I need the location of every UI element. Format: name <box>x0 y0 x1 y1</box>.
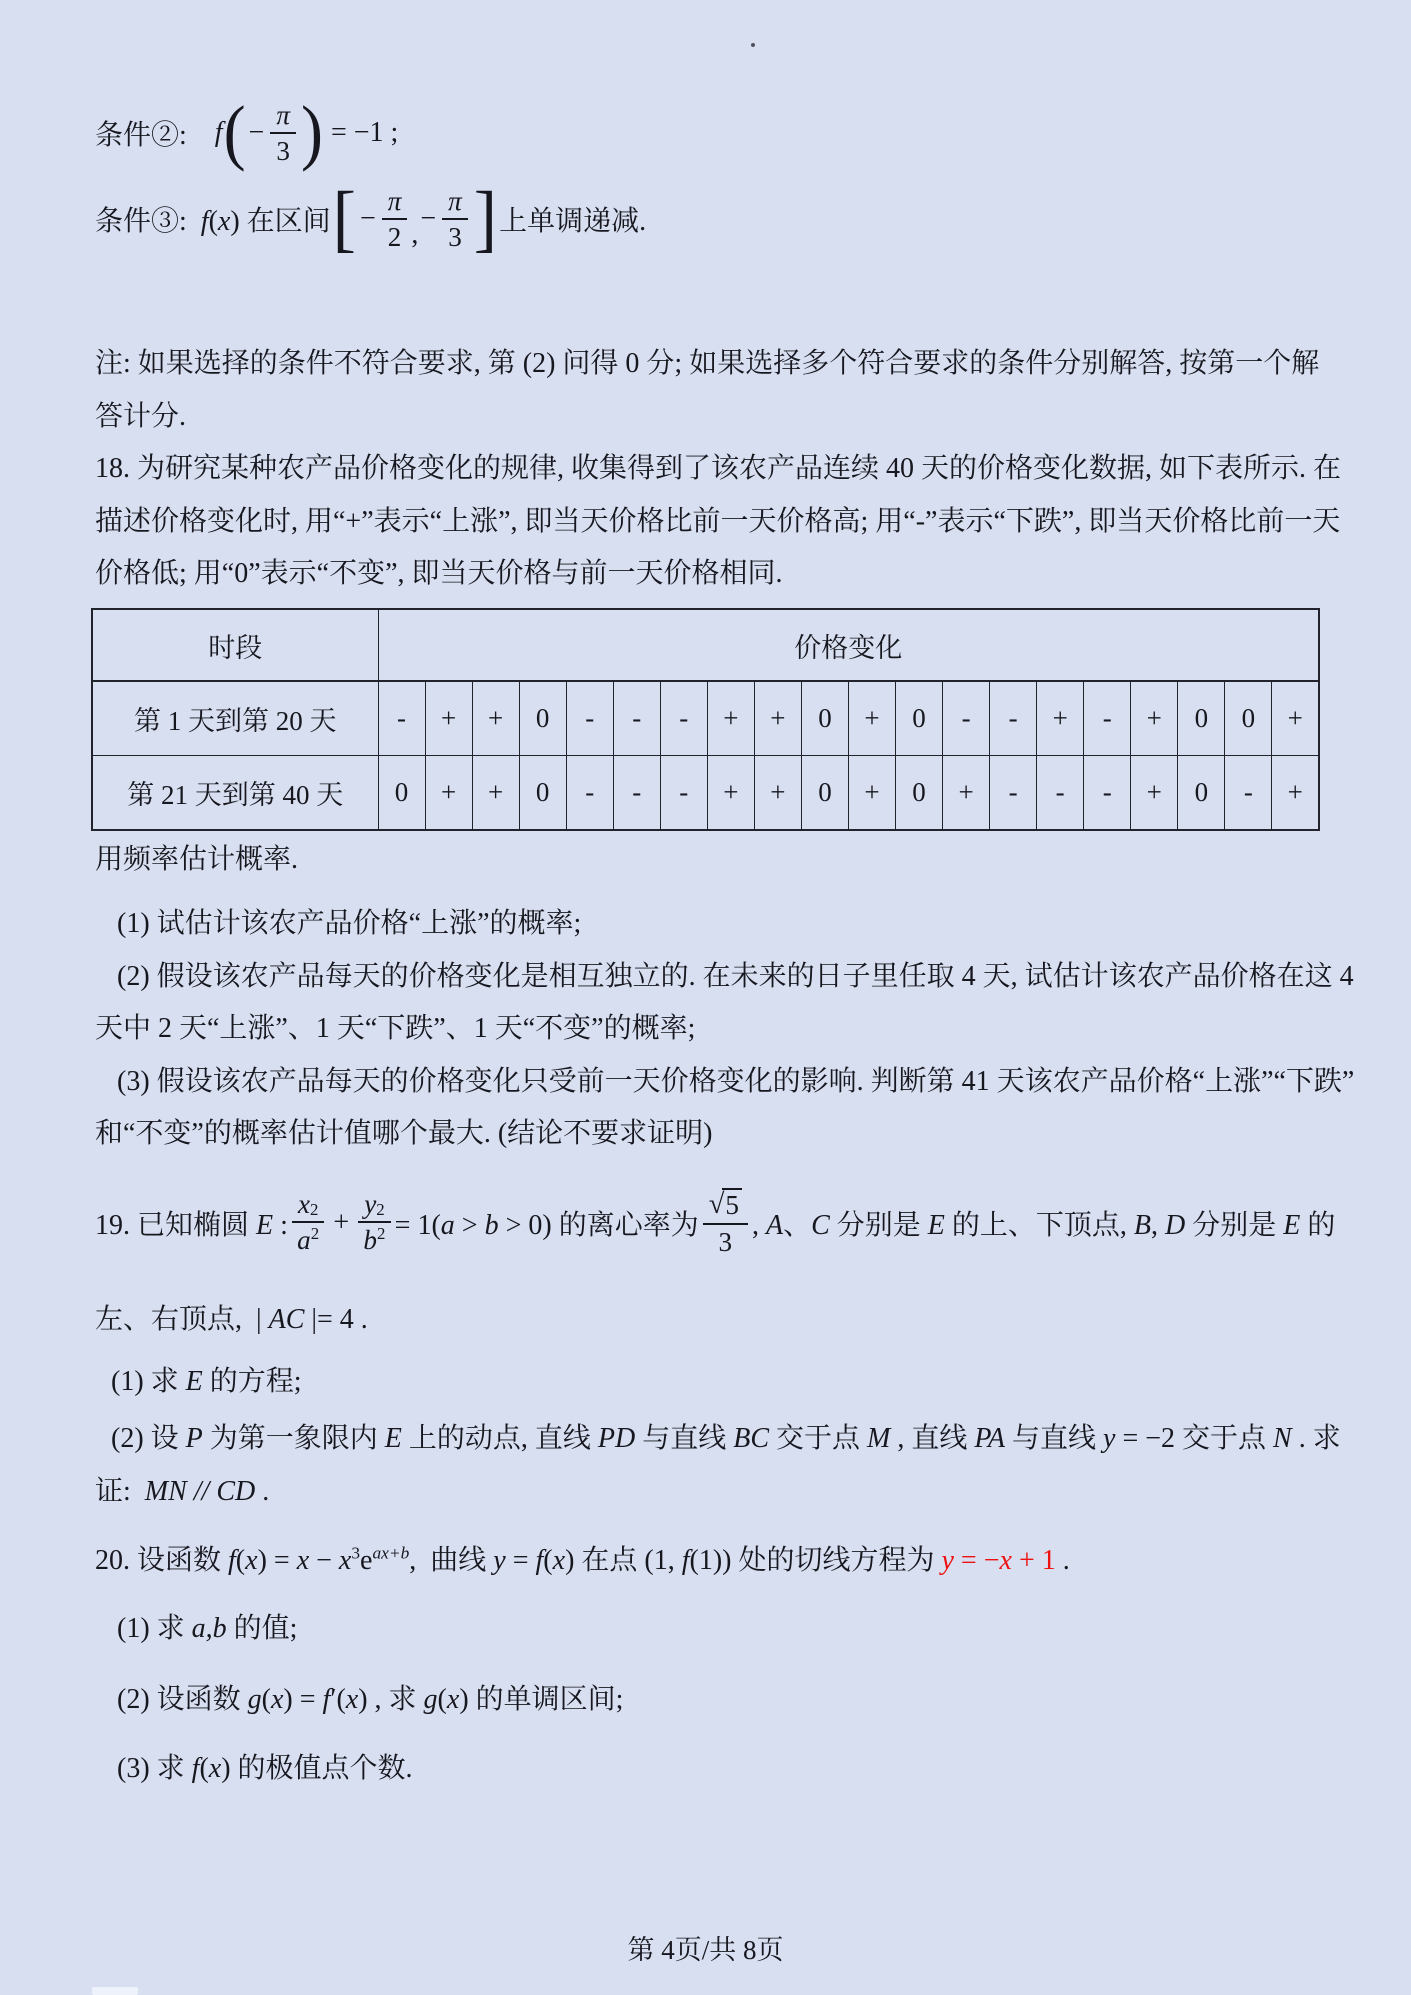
price-change-cell: - <box>566 756 613 831</box>
fraction-denominator: 2 <box>387 222 402 252</box>
problem-18-item-3-line-1: (3) 假设该农产品每天的价格变化只受前一天价格变化的影响. 判断第 41 天该农产品价格“上涨”“下跌” <box>117 1066 1355 1097</box>
condition-3-pre <box>95 199 331 239</box>
text-run: 条件③: <box>95 206 201 237</box>
price-change-cell: - <box>1084 756 1131 831</box>
text-run: (3) 求 <box>117 1753 192 1784</box>
big-bracket-right: ] <box>473 176 498 261</box>
price-change-cell: + <box>472 756 519 831</box>
text-run: , 曲线 <box>409 1545 494 1576</box>
price-change-cell: - <box>943 681 990 756</box>
exponent: 2 <box>377 1224 386 1244</box>
text-run: AC <box>268 1304 305 1335</box>
problem-18-line-3: 价格低; 用“0”表示“不变”, 即当天价格与前一天价格相同. <box>95 558 783 589</box>
price-change-cell: 0 <box>801 756 848 831</box>
price-change-table <box>91 608 1320 831</box>
price-change-cell: + <box>425 756 472 831</box>
minus-sign: − <box>420 203 437 234</box>
text-run: 19. 已知椭圆 <box>95 1209 257 1241</box>
exponent: 2 <box>309 1199 319 1219</box>
text-run: 与直线 <box>1005 1423 1104 1454</box>
fraction-pi-over-3 <box>442 186 468 253</box>
text-run: 3 <box>351 1543 361 1563</box>
fraction-denominator <box>297 1223 319 1255</box>
condition-3-post <box>499 199 646 239</box>
problem-18-item-3-line-2: 和“不变”的概率估计值哪个最大. (结论不要求证明) <box>95 1118 713 1149</box>
fraction-numerator: π <box>442 186 468 220</box>
text-run: ( <box>235 1545 246 1576</box>
price-change-cell: 0 <box>801 681 848 756</box>
problem-19-post <box>752 1203 1335 1243</box>
price-change-cell: 0 <box>1178 756 1225 831</box>
text-run: (2) 设 <box>111 1423 186 1454</box>
text-run: = −2 交于点 <box>1115 1423 1274 1454</box>
text-run: BC <box>733 1423 770 1454</box>
text-run: N <box>1273 1423 1292 1454</box>
fraction-y2-over-b2 <box>358 1189 390 1256</box>
fraction-numerator: π <box>270 100 296 134</box>
text-run: ( <box>261 1684 271 1715</box>
fraction-denominator: 3 <box>448 222 462 252</box>
text-run: ( <box>199 1753 209 1784</box>
text-run: M <box>867 1423 891 1454</box>
price-change-cell: + <box>754 756 801 831</box>
minus-sign: − <box>248 117 265 148</box>
problem-19-pre <box>95 1203 288 1243</box>
text-run: . 求 <box>1291 1423 1341 1454</box>
text-run: x <box>217 206 231 237</box>
price-change-cell: + <box>754 681 801 756</box>
condition-2-line <box>95 90 398 176</box>
text-run: D <box>1165 1209 1186 1241</box>
problem-20-item-2 <box>117 1683 623 1717</box>
text-run: x <box>345 1684 359 1715</box>
fraction-numerator <box>292 1189 324 1223</box>
text-run: a,b <box>191 1613 227 1644</box>
text-run: ) , 求 <box>358 1684 424 1715</box>
text-run: = <box>505 1545 536 1576</box>
text-run: , <box>1151 1209 1166 1241</box>
text-run: x <box>208 1753 222 1784</box>
fraction-sqrt5-over-3 <box>703 1188 748 1257</box>
problem-20-item-3 <box>117 1752 413 1786</box>
page-footer: 第 4页/共 8页 <box>627 1935 784 1965</box>
price-change-cell: 0 <box>1225 681 1272 756</box>
fraction-x2-over-a2 <box>292 1189 324 1256</box>
text-run: |= 4 . <box>304 1304 368 1335</box>
text-run: E <box>384 1423 402 1454</box>
fraction-numerator: π <box>382 186 408 220</box>
text-run: 的方程; <box>202 1366 302 1397</box>
problem-18-item-2-line-2: 天中 2 天“上涨”、1 天“下跌”、1 天“不变”的概率; <box>95 1013 696 1044</box>
price-change-cell: + <box>1131 681 1178 756</box>
problem-19-mid <box>395 1203 699 1243</box>
price-change-cell: + <box>1037 681 1084 756</box>
big-bracket-left: [ <box>332 176 356 261</box>
price-change-cell: + <box>707 756 754 831</box>
text-run: f <box>191 1753 200 1784</box>
text-run: b <box>484 1209 499 1241</box>
fraction-denominator: 3 <box>276 136 290 166</box>
price-change-cell: 0 <box>896 756 943 831</box>
text-run: 与直线 <box>635 1423 734 1454</box>
text-run: B <box>1133 1209 1152 1241</box>
big-paren-right: ) <box>300 91 323 173</box>
text-run: (1) 求 <box>111 1366 186 1397</box>
text-run: C <box>811 1209 830 1241</box>
price-change-cell: + <box>848 756 895 831</box>
condition-3-line <box>95 176 646 262</box>
equation-tail: = −1 ; <box>323 117 399 148</box>
text-run: ( <box>208 206 218 237</box>
problem-19-line-2 <box>95 1303 368 1337</box>
text-run: g <box>423 1684 438 1715</box>
text-run: ) 在区间 <box>230 206 331 237</box>
problem-18-item-2-line-1: (2) 假设该农产品每天的价格变化是相互独立的. 在未来的日子里任取 4 天, 试估计该农产品价格在这 4 <box>117 961 1354 992</box>
math-var: a <box>297 1225 311 1256</box>
problem-19-intro-line <box>95 1180 1335 1265</box>
problem-18-after-table: 用频率估计概率. <box>95 844 299 875</box>
problem-20-item-1 <box>117 1612 297 1646</box>
text-run: 上单调递减. <box>499 206 647 237</box>
math-var: y <box>364 1189 377 1220</box>
text-run: 的值; <box>226 1613 298 1644</box>
math-var: x <box>297 1189 310 1220</box>
price-change-cell: - <box>1037 756 1084 831</box>
text-run: x <box>999 1545 1012 1576</box>
fraction-pi-over-3 <box>270 100 296 167</box>
text-run: 证: <box>95 1476 145 1507</box>
text-run: x <box>245 1545 258 1576</box>
text-run: x <box>270 1684 284 1715</box>
price-change-cell: - <box>566 681 613 756</box>
text-run: P <box>185 1423 203 1454</box>
text-run: 分别是 <box>829 1209 928 1241</box>
table-row <box>92 756 1319 831</box>
text-run: MN <box>144 1476 187 1507</box>
price-change-cell: - <box>613 681 660 756</box>
text-run: (1)) 处的切线方程为 <box>689 1545 942 1576</box>
text-run: ) 的极值点个数. <box>221 1753 413 1784</box>
text-run: 上的动点, 直线 <box>401 1423 598 1454</box>
text-run: + 1 <box>1011 1545 1056 1576</box>
text-run: y <box>1103 1423 1116 1454</box>
row-label-cell: 第 1 天到第 20 天 <box>92 681 378 756</box>
price-change-cell: 0 <box>519 756 566 831</box>
price-change-cell: 0 <box>519 681 566 756</box>
text-run: (1) 求 <box>117 1613 192 1644</box>
math-var: b <box>363 1225 377 1256</box>
text-run: ax+b <box>372 1543 410 1563</box>
text-run: 左、右顶点, | <box>95 1304 269 1335</box>
price-change-cell: - <box>990 756 1037 831</box>
text-run: ) = <box>283 1684 323 1715</box>
minus-sign: − <box>359 203 376 234</box>
condition-2-label: 条件②: <box>95 120 187 151</box>
price-change-cell: + <box>1272 756 1319 831</box>
text-run: f <box>228 1545 236 1576</box>
text-run: e <box>360 1545 373 1576</box>
text-run: f <box>200 206 209 237</box>
problem-20-intro-line <box>95 1530 1070 1586</box>
text-run: , 直线 <box>890 1423 975 1454</box>
problem-19-item-1 <box>111 1365 302 1399</box>
price-change-cell: - <box>1084 681 1131 756</box>
table-row <box>92 681 1319 756</box>
price-change-cell: 0 <box>1178 681 1225 756</box>
price-change-cell: - <box>1225 756 1272 831</box>
text-run: 为第一象限内 <box>202 1423 385 1454</box>
radicand: 5 <box>722 1188 742 1220</box>
text-run: . <box>255 1476 270 1507</box>
plus-sign: + <box>333 1206 350 1238</box>
text-run: > 0) 的离心率为 <box>498 1209 699 1241</box>
text-run: f <box>322 1684 331 1715</box>
radical-sign: √ <box>708 1188 725 1220</box>
text-run: . <box>1055 1545 1070 1576</box>
text-run: y <box>941 1545 954 1576</box>
price-change-cell: + <box>1131 756 1178 831</box>
interval-comma: , <box>411 219 419 250</box>
text-run: E <box>1283 1209 1301 1241</box>
text-run: = − <box>953 1545 1000 1576</box>
problem-18-item-1: (1) 试估计该农产品价格“上涨”的概率; <box>117 908 582 939</box>
fraction-numerator <box>703 1188 748 1224</box>
text-run: ′( <box>330 1684 346 1715</box>
text-run: x <box>446 1684 460 1715</box>
problem-19-proof-line <box>95 1475 269 1509</box>
text-run: 交于点 <box>769 1423 868 1454</box>
text-run: : <box>273 1209 288 1241</box>
price-table-body <box>92 609 1319 830</box>
note-line-2: 答计分. <box>95 401 187 432</box>
price-change-cell: - <box>378 681 425 756</box>
exponent: 2 <box>376 1199 385 1219</box>
text-run: y <box>493 1545 506 1576</box>
text-run: ) 的单调区间; <box>459 1684 624 1715</box>
text-run: ( <box>437 1684 447 1715</box>
text-run: A <box>765 1209 784 1241</box>
text-run: , <box>751 1209 766 1241</box>
price-change-cell: + <box>943 756 990 831</box>
text-run: = 1( <box>394 1209 441 1241</box>
text-run: a <box>440 1209 455 1241</box>
text-run: f <box>535 1545 544 1576</box>
problem-18-line-2: 描述价格变化时, 用“+”表示“上涨”, 即当天价格比前一天价格高; 用“-”表示“下跌”, 即当天价格比前一天 <box>95 506 1341 537</box>
problem-20-main <box>95 1538 1070 1578</box>
text-run: PA <box>974 1423 1005 1454</box>
text-run: g <box>247 1684 262 1715</box>
fraction-denominator: 3 <box>718 1226 733 1257</box>
text-run: CD <box>216 1476 256 1507</box>
page-edge-artifact <box>92 1987 138 1995</box>
text-run: ) 在点 (1, <box>565 1545 682 1576</box>
text-run: (2) 设函数 <box>117 1684 248 1715</box>
text-run: PD <box>597 1423 636 1454</box>
text-run: x <box>296 1545 310 1576</box>
price-change-cell: + <box>707 681 754 756</box>
note-line-1: 注: 如果选择的条件不符合要求, 第 (2) 问得 0 分; 如果选择多个符合要求的条件分别解答, 按第一个解 <box>95 348 1320 379</box>
price-change-cell: + <box>1272 681 1319 756</box>
price-change-cell: - <box>660 681 707 756</box>
price-change-cell: + <box>848 681 895 756</box>
text-run: > <box>454 1209 485 1241</box>
problem-18-line-1: 18. 为研究某种农产品价格变化的规律, 收集得到了该农产品连续 40 天的价格变化数据, 如下表所示. 在 <box>95 453 1342 484</box>
price-change-cell: - <box>660 756 707 831</box>
big-paren-left: ( <box>223 91 246 173</box>
text-run: E <box>185 1366 203 1397</box>
header-cell-price-change: 价格变化 <box>378 609 1319 681</box>
header-cell-period: 时段 <box>92 609 378 681</box>
table-header-row <box>92 609 1319 681</box>
row-label-cell: 第 21 天到第 40 天 <box>92 756 378 831</box>
text-run: // <box>186 1476 217 1507</box>
text-run: − <box>309 1545 339 1576</box>
text-run: E <box>927 1209 945 1241</box>
fraction-denominator <box>363 1223 385 1255</box>
stray-dot <box>751 43 755 47</box>
text-run: E <box>256 1209 274 1241</box>
text-run: 分别是 <box>1185 1209 1284 1241</box>
price-change-cell: 0 <box>378 756 425 831</box>
text-run: 的上、下顶点, <box>944 1209 1134 1241</box>
exponent: 2 <box>310 1224 320 1244</box>
text-run: ) = <box>257 1545 297 1576</box>
price-change-cell: - <box>990 681 1037 756</box>
text-run: x <box>338 1545 352 1576</box>
text-run: 、 <box>783 1209 812 1241</box>
math-function-f: f <box>214 117 223 148</box>
text-run: x <box>552 1545 566 1576</box>
price-change-cell: + <box>425 681 472 756</box>
price-change-cell: + <box>472 681 519 756</box>
text-run: 的 <box>1300 1209 1336 1241</box>
fraction-pi-over-2 <box>382 186 408 253</box>
problem-19-item-2 <box>111 1422 1341 1456</box>
price-change-cell: - <box>613 756 660 831</box>
price-change-cell: 0 <box>896 681 943 756</box>
fraction-numerator <box>358 1189 390 1223</box>
text-run: ( <box>543 1545 553 1576</box>
text-run: f <box>681 1545 690 1576</box>
text-run: 20. 设函数 <box>95 1545 229 1576</box>
